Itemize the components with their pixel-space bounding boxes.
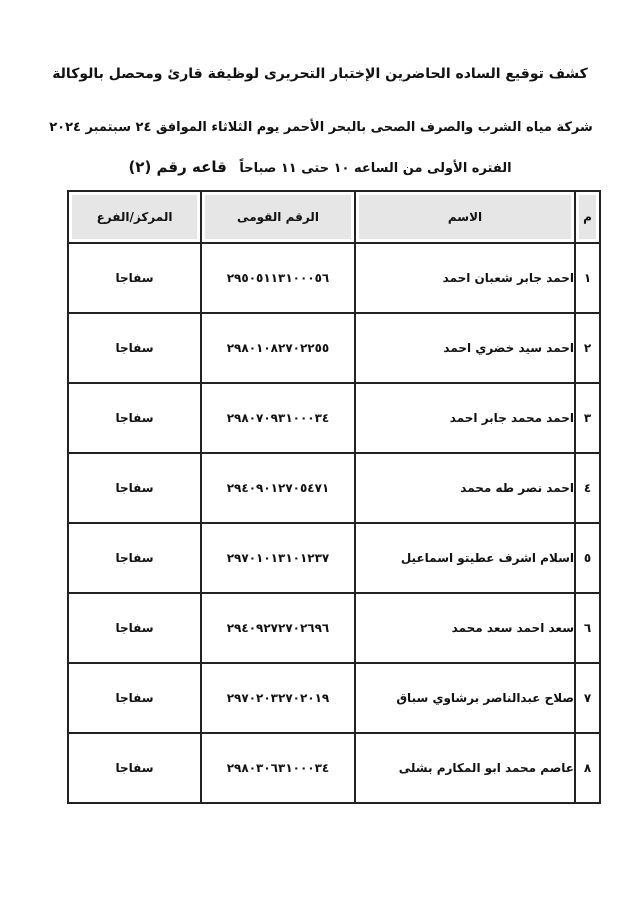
row-index: ٨ (575, 733, 600, 803)
row-index: ١ (575, 243, 600, 313)
row-national-id: ٢٩٤٠٩٢٧٢٧٠٢٦٩٦ (201, 593, 355, 663)
row-name: احمد محمد جابر احمد (355, 383, 575, 453)
table-row (68, 523, 600, 593)
attendance-table (67, 190, 601, 804)
session-time: الفتره الأولى من الساعه ١٠ حتى ١١ صباحاً (239, 161, 512, 176)
row-branch: سفاجا (68, 593, 201, 663)
row-branch: سفاجا (68, 383, 201, 453)
column-header-national-id: الرقم القومى (201, 191, 355, 243)
row-branch: سفاجا (68, 313, 201, 383)
row-branch: سفاجا (68, 523, 201, 593)
row-branch: سفاجا (68, 663, 201, 733)
table-row (68, 733, 600, 803)
row-name: احمد نصر طه محمد (355, 453, 575, 523)
column-header-branch: المركز/الفرع (68, 191, 201, 243)
row-name: احمد سيد خضري احمد (355, 313, 575, 383)
row-index: ٢ (575, 313, 600, 383)
row-name: اسلام اشرف عطيتو اسماعيل (355, 523, 575, 593)
table-row (68, 663, 600, 733)
row-national-id: ٢٩٨٠٧٠٩٣١٠٠٠٣٤ (201, 383, 355, 453)
row-national-id: ٢٩٤٠٩٠١٢٧٠٥٤٧١ (201, 453, 355, 523)
row-index: ٦ (575, 593, 600, 663)
row-name: عاصم محمد ابو المكارم بشلى (355, 733, 575, 803)
row-branch: سفاجا (68, 453, 201, 523)
table-row (68, 313, 600, 383)
column-header-name: الاسم (355, 191, 575, 243)
row-national-id: ٢٩٨٠١٠٨٢٧٠٢٢٥٥ (201, 313, 355, 383)
table-row (68, 453, 600, 523)
table-row (68, 383, 600, 453)
row-index: ٧ (575, 663, 600, 733)
row-branch: سفاجا (68, 243, 201, 313)
row-national-id: ٢٩٧٠١٠١٣١٠١٢٣٧ (201, 523, 355, 593)
row-branch: سفاجا (68, 733, 201, 803)
document-title: كشف توقيع الساده الحاضرين الإختبار التحريرى لوظيفة قارئ ومحصل بالوكالة (52, 66, 588, 82)
session-line (20, 158, 620, 176)
row-index: ٥ (575, 523, 600, 593)
row-national-id: ٢٩٨٠٣٠٦٣١٠٠٠٣٤ (201, 733, 355, 803)
row-national-id: ٢٩٧٠٢٠٣٢٧٠٢٠١٩ (201, 663, 355, 733)
document-subtitle: شركة مياه الشرب والصرف الصحى بالبحر الأحمر يوم الثلاثاء الموافق ٢٤ سبتمبر ٢٠٢٤ (49, 120, 593, 135)
row-index: ٣ (575, 383, 600, 453)
row-name: احمد جابر شعبان احمد (355, 243, 575, 313)
row-national-id: ٢٩٥٠٥١١٣١٠٠٠٥٦ (201, 243, 355, 313)
row-index: ٤ (575, 453, 600, 523)
room-number: قاعه رقم (٢) (128, 158, 227, 176)
table-row (68, 593, 600, 663)
row-name: صلاح عبدالناصر برشاوي سباق (355, 663, 575, 733)
table-header-row (68, 191, 600, 243)
row-name: سعد احمد سعد محمد (355, 593, 575, 663)
table-row (68, 243, 600, 313)
column-header-index: م (575, 191, 600, 243)
